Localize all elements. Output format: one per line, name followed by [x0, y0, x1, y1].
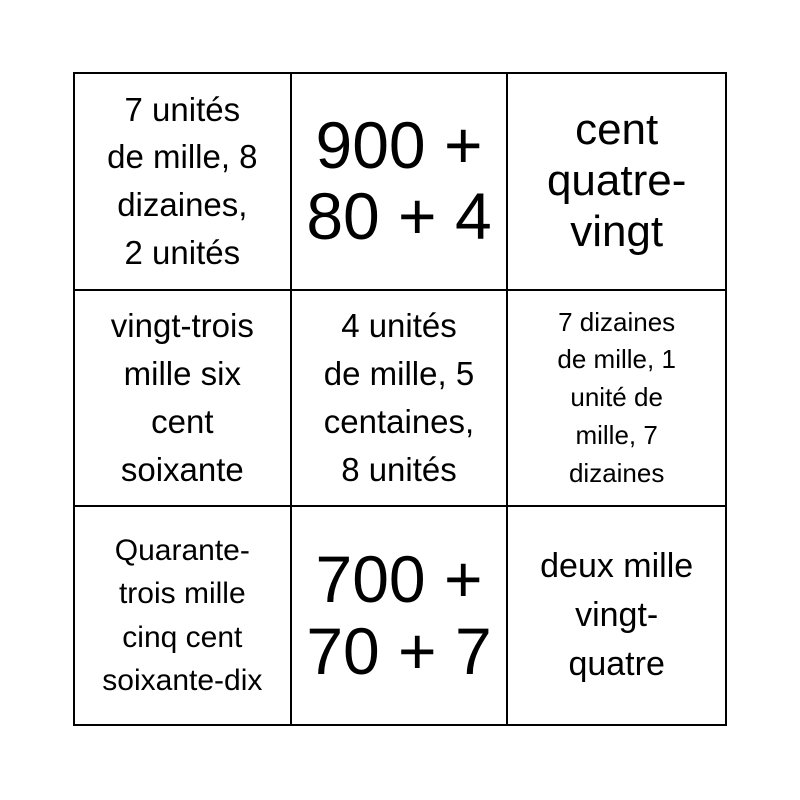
bingo-cell-2[interactable] [292, 74, 509, 291]
bingo-cell-6[interactable] [508, 291, 725, 508]
bingo-cell-text: 4 unités de mille, 5 centaines, 8 unités [323, 307, 475, 488]
bingo-cell-3[interactable] [508, 74, 725, 291]
bingo-board [73, 72, 727, 726]
bingo-cell-text: 7 dizaines de mille, 1 unité de mille, 7 dizaines [557, 306, 676, 488]
bingo-cell-text: 900 + 80 + 4 [306, 108, 492, 254]
bingo-cell-5[interactable] [292, 291, 509, 508]
bingo-cell-text: Quarante- trois mille cinq cent soixante-dix [102, 533, 263, 698]
bingo-cell-1[interactable] [75, 74, 292, 291]
bingo-cell-7[interactable] [75, 507, 292, 724]
bingo-cell-text: vingt-trois mille six cent soixante [110, 307, 254, 488]
bingo-cell-4[interactable] [75, 291, 292, 508]
bingo-cell-text: deux mille vingt- quatre [540, 546, 694, 684]
bingo-cell-8[interactable] [292, 507, 509, 724]
bingo-cell-9[interactable] [508, 507, 725, 724]
bingo-cell-text: 7 unités de mille, 8 dizaines, 2 unités [107, 90, 258, 272]
bingo-cell-text: 700 + 70 + 7 [306, 542, 492, 688]
bingo-cell-text: cent quatre- vingt [546, 105, 687, 256]
